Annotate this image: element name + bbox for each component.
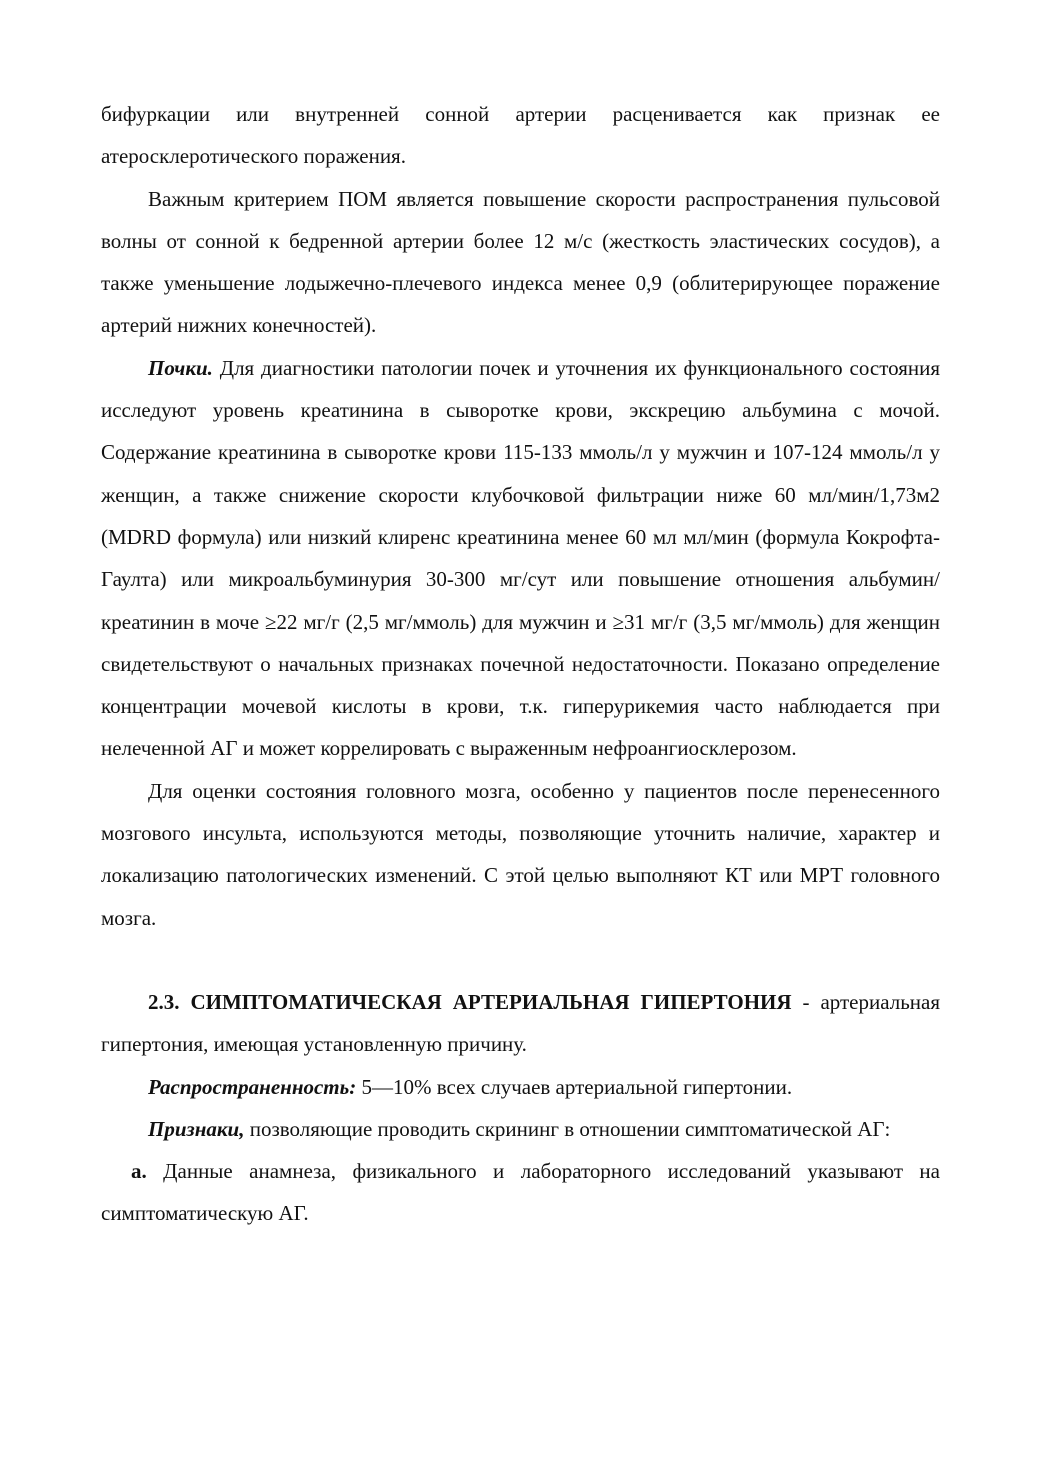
section-definition: - артериальная гипертония, имеющая установленную причину.	[101, 989, 941, 1057]
paragraph-kidneys	[101, 347, 940, 770]
list-item-a	[101, 1150, 940, 1235]
section-heading	[101, 981, 940, 1066]
paragraph-text: 5—10% всех случаев артериальной гипертонии.	[356, 1074, 793, 1099]
page-body	[101, 93, 940, 1235]
list-item-text: Данные анамнеза, физикального и лабораторного исследований указывают на симптоматическую АГ.	[101, 1159, 940, 1226]
paragraph-text: бифуркации или внутренней сонной артерии расценивается как признак ее атеросклеротического поражения.	[101, 102, 940, 169]
paragraph-brain	[101, 770, 940, 939]
paragraph-text: Важным критерием ПОМ является повышение скорости распространения пульсовой волны от сонной к бедренной артерии более 12 м/с (жесткость эластических сосудов), а также уменьшение лодыжечно-плечевого индекса менее 0,9 (облитерирующее поражение артерий нижних конечностей).	[101, 186, 940, 338]
paragraph-signs	[101, 1108, 940, 1150]
paragraph-lead-prevalence: Распространенность:	[148, 1074, 357, 1099]
paragraph-text: позволяющие проводить скрининг в отношении симптоматической АГ:	[244, 1116, 891, 1141]
paragraph-bifurcation	[101, 93, 940, 178]
paragraph-lead-kidneys: Почки.	[148, 355, 213, 380]
list-item-marker: а.	[131, 1159, 147, 1184]
paragraph-prevalence	[101, 1066, 940, 1108]
paragraph-text: Для оценки состояния головного мозга, особенно у пациентов после перенесенного мозгового инсульта, используются методы, позволяющие уточнить наличие, характер и локализацию патологических изменений. С этой целью выполняют КТ или МРТ головного мозга.	[101, 778, 940, 930]
section-title: СИМПТОМАТИЧЕСКАЯ АРТЕРИАЛЬНАЯ ГИПЕРТОНИЯ	[190, 989, 792, 1014]
paragraph-text: Для диагностики патологии почек и уточнения их функционального состояния исследуют уровень креатинина в сыворотке крови, экскрецию альбумина с мочой. Содержание креатинина в сыворотке крови 115-133 ммоль/л у мужчин и 107-124 ммоль/л у женщин, а также снижение скорости клубочковой фильтрации ниже 60 мл/мин/1,73м2 (MDRD формула) или низкий клиренс креатинина менее 60 мл мл/мин (формула Кокрофта-Гаулта) или микроальбуминурия 30-300 мг/сут или повышение отношения альбумин/креатинин в моче ≥22 мг/г (2,5 мг/ммоль) для мужчин и ≥31 мг/г (3,5 мг/ммоль) для женщин свидетельствуют о начальных признаках почечной недостаточности. Показано определение концентрации мочевой кислоты в крови, т.к. гиперурикемия часто наблюдается при нелеченной АГ и может коррелировать с выраженным нефроангиосклерозом.	[101, 355, 940, 761]
section-number: 2.3.	[148, 989, 180, 1014]
paragraph-pulse-wave	[101, 178, 940, 347]
paragraph-lead-signs: Признаки,	[148, 1116, 245, 1141]
